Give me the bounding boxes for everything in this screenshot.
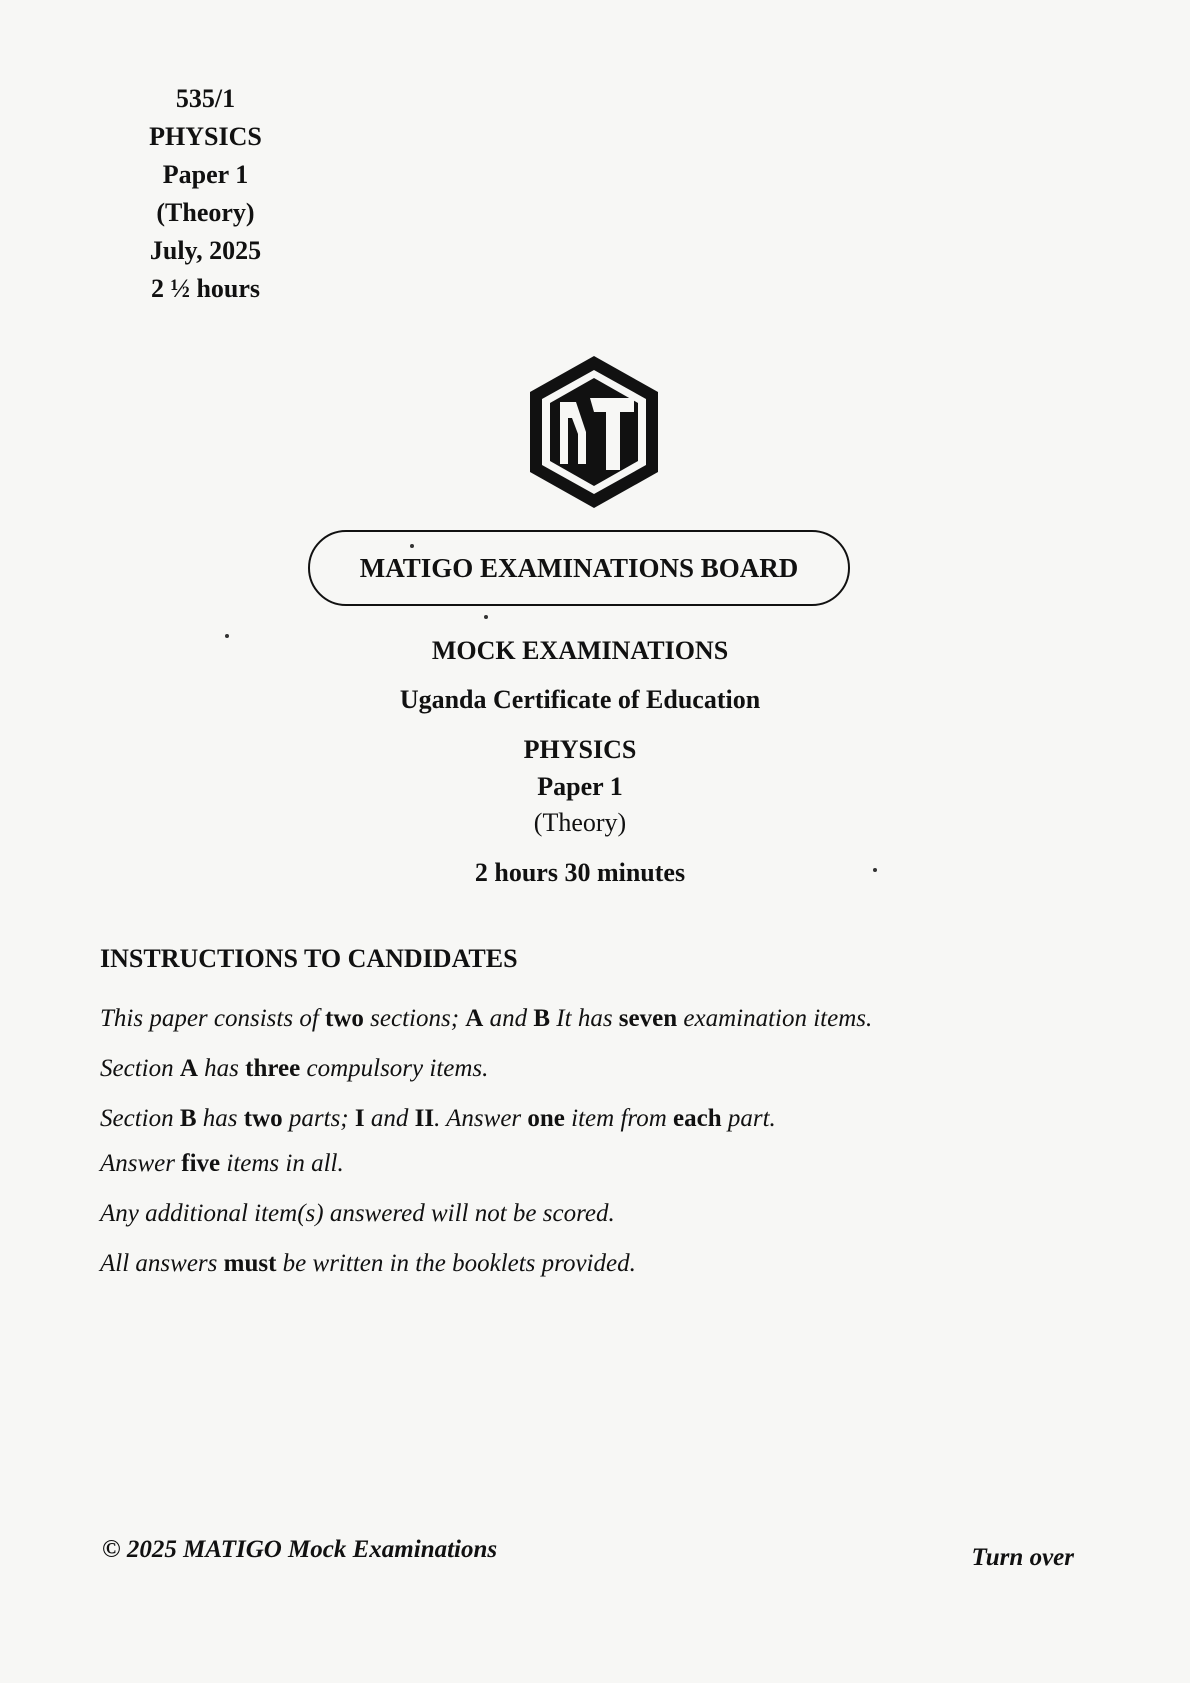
- instr-emphasis: must: [223, 1250, 277, 1277]
- instructions-heading: INSTRUCTIONS TO CANDIDATES: [100, 944, 518, 973]
- instr-text: Answer: [100, 1150, 182, 1177]
- copyright-notice: © 2025 MATIGO Mock Examinations: [102, 1536, 498, 1563]
- instr-text: be written in the booklets provided.: [276, 1250, 636, 1277]
- instruction-line-2: [100, 1055, 488, 1083]
- paper-number: Paper 1: [162, 160, 249, 189]
- instr-text: sections;: [363, 1005, 466, 1032]
- instr-emphasis: A: [465, 1005, 484, 1032]
- instr-text: and: [483, 1005, 534, 1032]
- instruction-line-1: [100, 1005, 872, 1033]
- paper-subject: PHYSICS: [149, 122, 262, 151]
- subject-title: PHYSICS: [523, 735, 637, 764]
- paper-title: Paper 1: [537, 772, 623, 801]
- instr-emphasis: two: [325, 1005, 364, 1032]
- instr-text: item from: [564, 1105, 673, 1132]
- instr-text: Section: [100, 1105, 180, 1132]
- instr-emphasis: I: [354, 1105, 365, 1132]
- exam-title: MOCK EXAMINATIONS: [431, 636, 729, 665]
- instruction-line-5: [100, 1200, 615, 1228]
- exam-duration: 2 hours 30 minutes: [474, 858, 686, 887]
- scan-speck: [225, 634, 229, 638]
- board-name: MATIGO EXAMINATIONS BOARD: [359, 552, 799, 583]
- instr-text: parts;: [282, 1105, 355, 1132]
- scan-speck: [873, 868, 877, 872]
- scan-speck: [410, 544, 414, 548]
- instr-emphasis: seven: [618, 1005, 678, 1032]
- instr-text: has: [196, 1105, 244, 1132]
- instr-emphasis: one: [527, 1105, 565, 1132]
- instr-emphasis: II: [414, 1105, 435, 1132]
- examination-board-banner: [308, 530, 850, 606]
- paper-details: [128, 80, 283, 308]
- instr-emphasis: A: [179, 1055, 198, 1082]
- paper-duration: 2 ½ hours: [150, 274, 261, 303]
- paper-code: 535/1: [175, 84, 236, 113]
- instr-text: . Answer: [434, 1105, 528, 1132]
- turn-over-note: Turn over: [971, 1544, 1074, 1571]
- logo-letters: MT: [594, 352, 596, 353]
- paper-type: (Theory): [156, 198, 255, 227]
- instruction-line-6: [100, 1250, 636, 1278]
- instr-emphasis: two: [243, 1105, 283, 1132]
- instr-text: part.: [721, 1105, 776, 1132]
- instr-emphasis: B: [179, 1105, 197, 1132]
- instr-text: Section: [100, 1055, 180, 1082]
- instr-text: It has: [550, 1005, 619, 1032]
- instruction-line-3: [100, 1105, 776, 1133]
- instr-emphasis: each: [673, 1105, 722, 1132]
- instr-emphasis: five: [181, 1150, 221, 1177]
- instr-text: All answers: [100, 1250, 224, 1277]
- instr-text: Any additional item(s) answered will not be scored.: [100, 1200, 615, 1227]
- instr-emphasis: B: [533, 1005, 551, 1032]
- paper-type-title: (Theory): [533, 808, 627, 837]
- instr-text: compulsory items.: [300, 1055, 489, 1082]
- instr-text: has: [197, 1055, 246, 1082]
- paper-date: July, 2025: [149, 236, 262, 265]
- certificate-name: Uganda Certificate of Education: [399, 685, 761, 714]
- instruction-line-4: [100, 1150, 344, 1178]
- instr-text: items in all.: [220, 1150, 344, 1177]
- instr-text: examination items.: [677, 1005, 873, 1032]
- scan-speck: [484, 615, 488, 619]
- instr-text: and: [364, 1105, 415, 1132]
- instr-emphasis: three: [245, 1055, 301, 1082]
- matigo-hexagon-logo-icon: [524, 352, 664, 512]
- instr-text: This paper consists of: [100, 1005, 326, 1032]
